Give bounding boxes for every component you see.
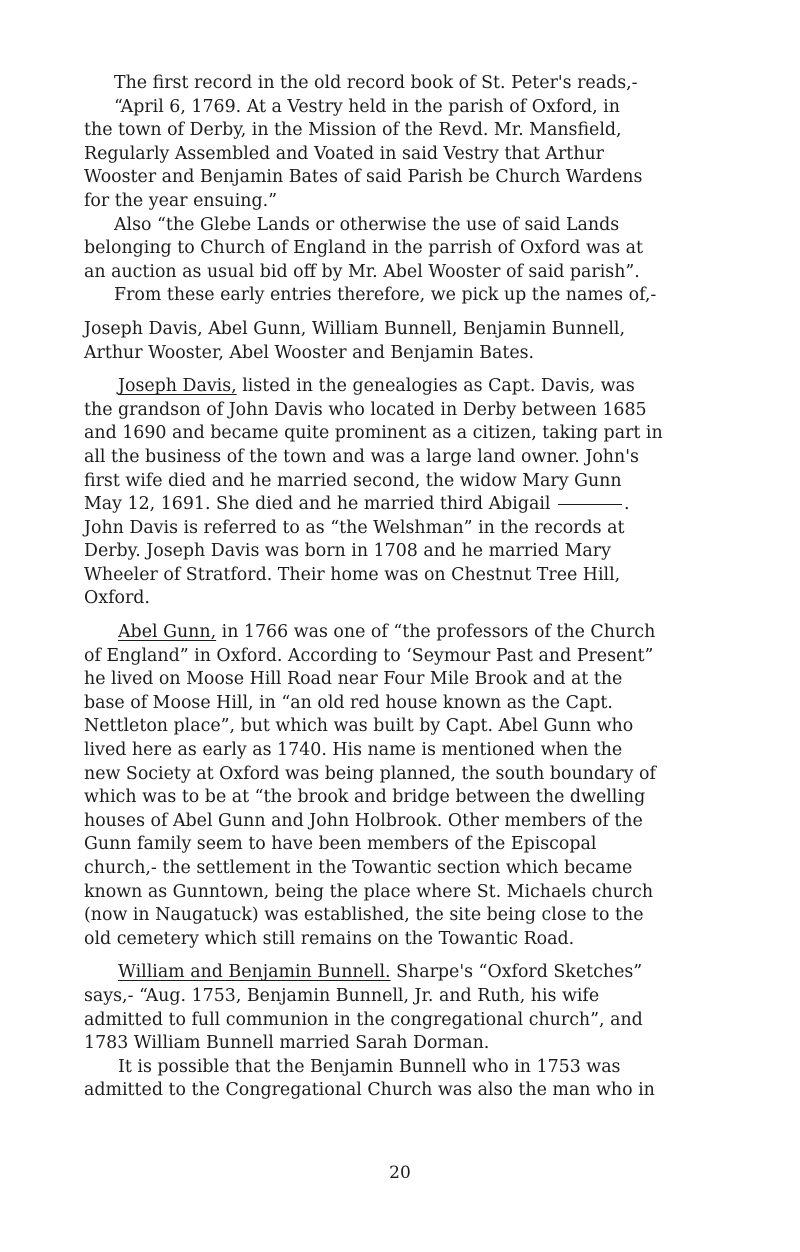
text-line: Nettleton place”, but which was built by Capt. Abel Gunn who (84, 716, 634, 737)
text-line: new Society at Oxford was being planned, the south boundary of (84, 763, 656, 784)
text-line: houses of Abel Gunn and John Holbrook. Other members of the (84, 810, 643, 831)
text-fragment: May 12, 1691. She died and he married third Abigail (84, 494, 551, 515)
section-heading-abel-gunn: Abel Gunn, (118, 622, 217, 643)
text-line: “April 6, 1769. At a Vestry held in the parish of Oxford, in (114, 96, 620, 117)
text-line: Arthur Wooster, Abel Wooster and Benjamin Bates. (84, 342, 535, 363)
joseph-davis-section (84, 375, 742, 611)
paragraph-gap (84, 951, 742, 961)
text-line (84, 961, 742, 985)
paragraph-gap (84, 611, 742, 621)
intro-section (84, 72, 742, 308)
text-line: John Davis is referred to as “the Welshman” in the records at (84, 517, 625, 538)
text-line: From these early entries therefore, we pick up the names of,- (114, 285, 657, 306)
text-line: base of Moose Hill, in “an old red house known as the Capt. (84, 692, 613, 713)
text-line: Wooster and Benjamin Bates of said Parish be Church Wardens (84, 167, 643, 188)
names-list (84, 318, 742, 365)
text-line: Regularly Assembled and Voated in said Vestry that Arthur (84, 143, 604, 164)
bunnell-section (84, 961, 742, 1103)
paragraph-gap (84, 308, 742, 318)
text-line: known as Gunntown, being the place where St. Michaels church (84, 881, 654, 902)
text-line: church,- the settlement in the Towantic section which became (84, 858, 633, 878)
text-fragment: Sharpe's “Oxford Sketches” (390, 962, 643, 983)
text-line (84, 375, 742, 399)
text-line: The first record in the old record book of St. Peter's reads,- (114, 73, 638, 93)
text-line: all the business of the town and was a large land owner. John's (84, 446, 639, 467)
text-line: (now in Naugatuck) was established, the site being close to the (84, 905, 644, 926)
text-line: and 1690 and became quite prominent as a citizen, taking part in (84, 423, 663, 444)
text-line: which was to be at “the brook and bridge between the dwelling (84, 787, 646, 808)
section-heading-joseph-davis: Joseph Davis, (118, 376, 237, 397)
text-line: first wife died and he married second, the widow Mary Gunn (84, 470, 622, 491)
text-fragment: . (624, 494, 630, 515)
paragraph-gap (84, 365, 742, 375)
abel-gunn-section (84, 621, 742, 951)
text-line (84, 493, 742, 517)
text-line: 1783 William Bunnell married Sarah Dorman. (84, 1033, 490, 1054)
text-fragment: in 1766 was one of “the professors of the Church (216, 622, 656, 643)
text-line: Oxford. (84, 588, 150, 609)
text-line: says,- “Aug. 1753, Benjamin Bunnell, Jr. and Ruth, his wife (84, 985, 600, 1006)
section-heading-bunnell: William and Benjamin Bunnell. (118, 962, 391, 983)
text-fragment: listed in the genealogies as Capt. Davis, was (236, 376, 635, 397)
text-line: Gunn family seem to have been members of the Episcopal (84, 834, 597, 855)
text-line: for the year ensuing.” (84, 190, 278, 211)
text-line: Derby. Joseph Davis was born in 1708 and he married Mary (84, 541, 611, 562)
text-line: admitted to full communion in the congregational church”, and (84, 1009, 643, 1030)
text-line: old cemetery which still remains on the Towantic Road. (84, 928, 575, 949)
text-line: he lived on Moose Hill Road near Four Mile Brook and at the (84, 669, 623, 690)
text-line: the grandson of John Davis who located in Derby between 1685 (84, 399, 647, 420)
text-line: of England” in Oxford. According to ‘Seymour Past and Present” (84, 645, 654, 666)
text-line: lived here as early as 1740. His name is mentioned when the (84, 740, 623, 761)
text-line: Joseph Davis, Abel Gunn, William Bunnell, Benjamin Bunnell, (84, 318, 626, 339)
text-line: an auction as usual bid off by Mr. Abel Wooster of said parish”. (84, 261, 640, 282)
text-line: the town of Derby, in the Mission of the Revd. Mr. Mansfield, (84, 120, 622, 141)
blank-underline (558, 504, 622, 505)
text-line: It is possible that the Benjamin Bunnell who in 1753 was (118, 1056, 621, 1077)
text-line (84, 621, 742, 645)
text-line: belonging to Church of England in the parrish of Oxford was at (84, 238, 644, 259)
page-number: 20 (389, 1163, 411, 1183)
text-line: Wheeler of Stratford. Their home was on Chestnut Tree Hill, (84, 564, 621, 585)
text-line: Also “the Glebe Lands or otherwise the use of said Lands (114, 214, 620, 235)
text-line: admitted to the Congregational Church was also the man who in (84, 1080, 655, 1101)
